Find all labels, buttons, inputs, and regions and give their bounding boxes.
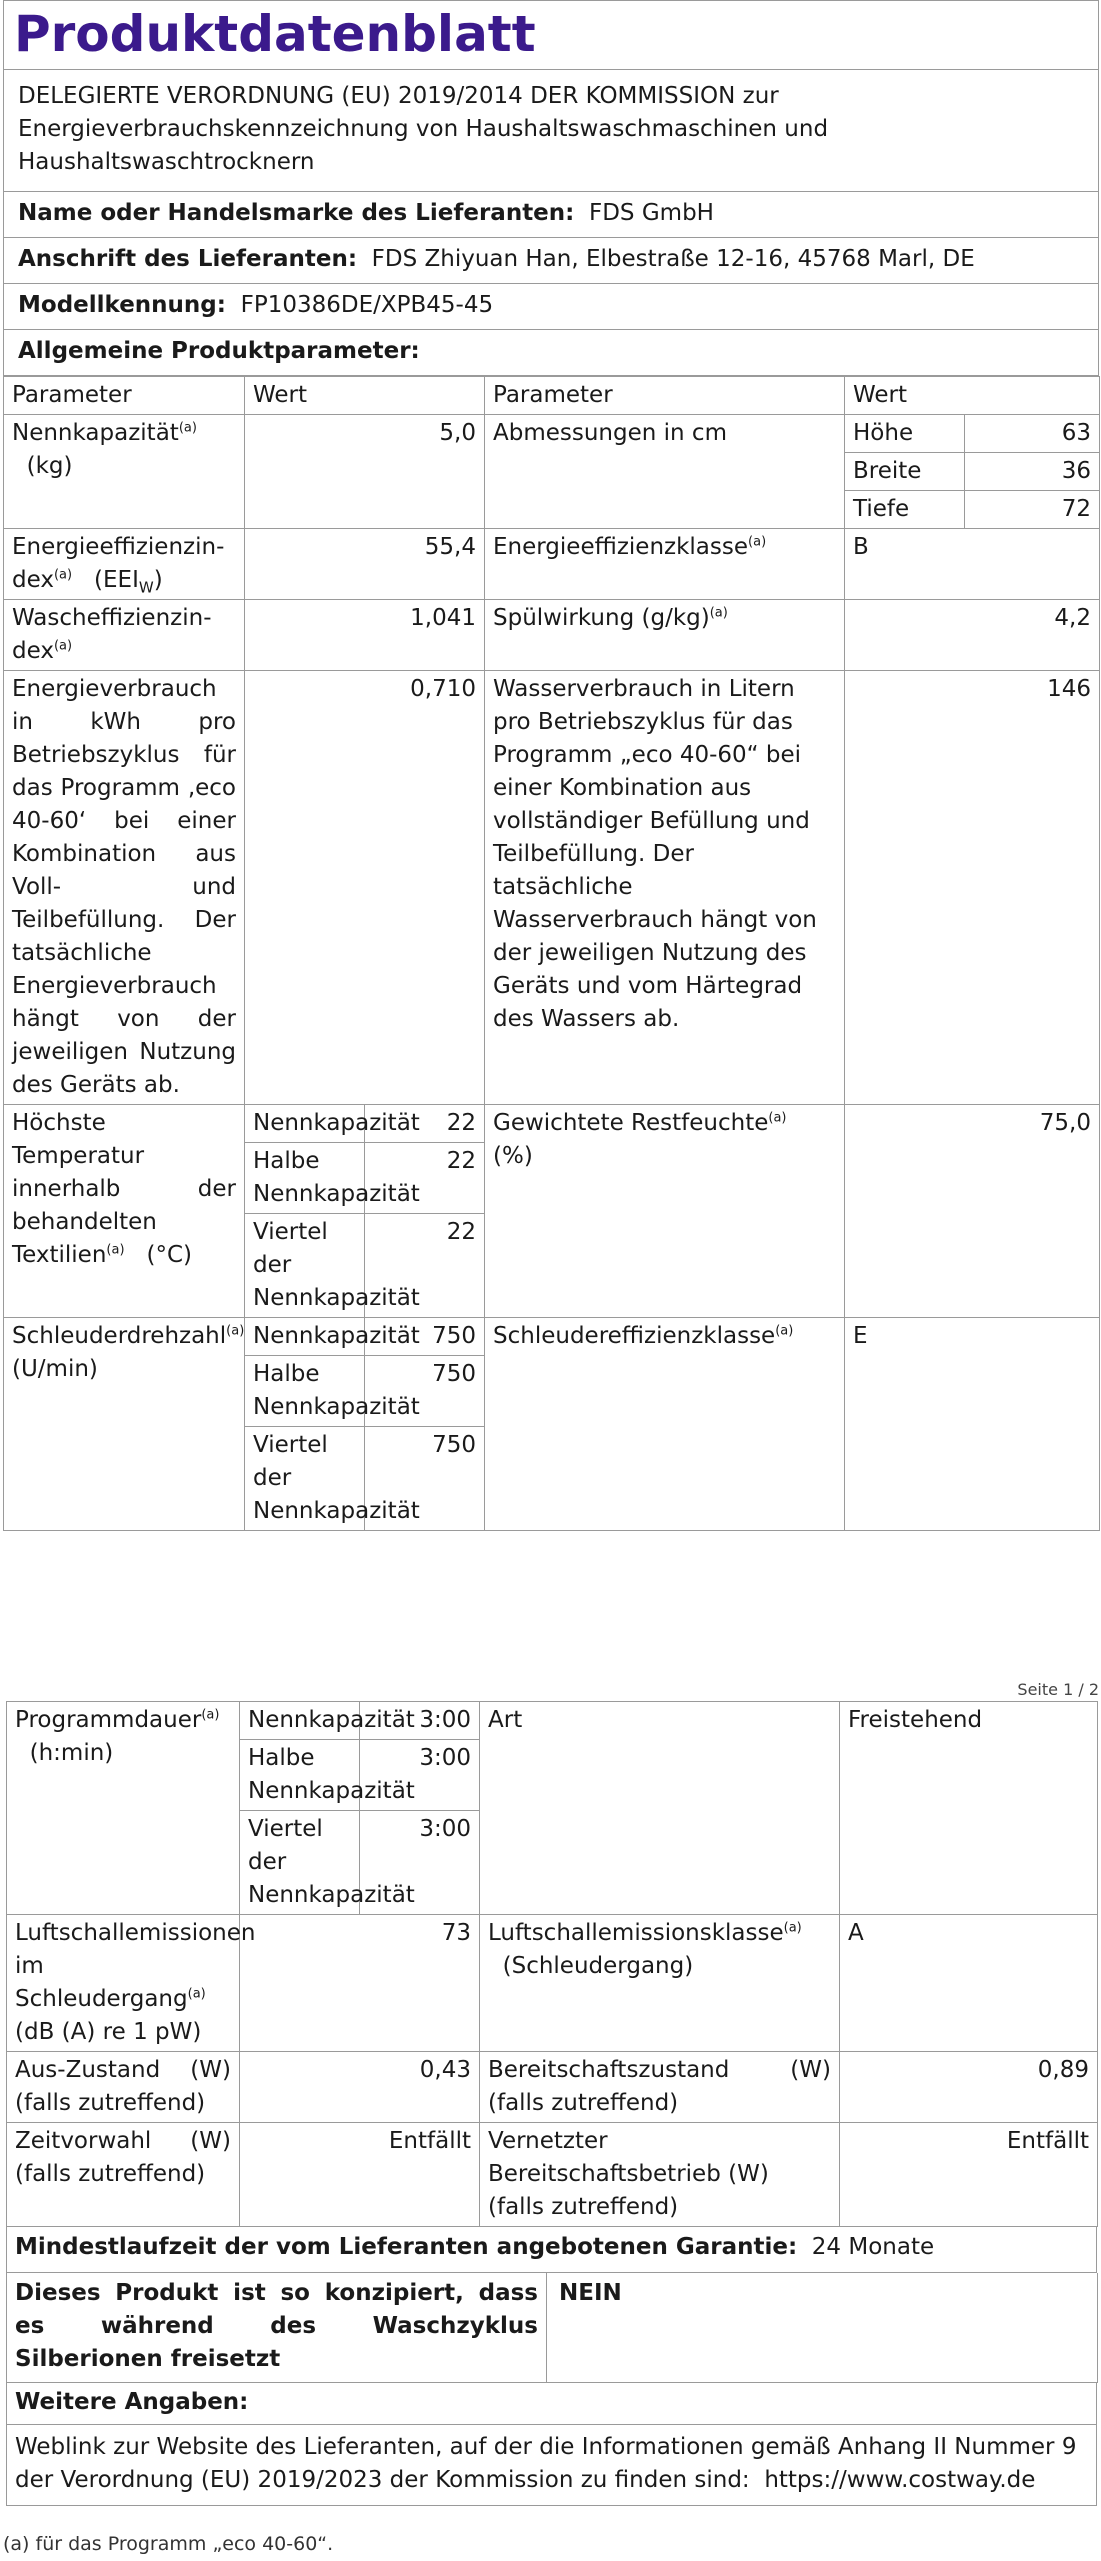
rinse-value: 4,2 bbox=[845, 600, 1100, 671]
header-value: Wert bbox=[245, 377, 485, 415]
spin-class-value: E bbox=[845, 1318, 1100, 1531]
noise-class-value: A bbox=[840, 1915, 1098, 2052]
load-half-label: Halbe Nennkapazität bbox=[245, 1356, 365, 1427]
off-mode-label: Aus-Zustand (W) (falls zutreffend) bbox=[7, 2052, 240, 2123]
networked-standby-label: Vernetzter Bereitschaftsbetrieb (W) (falls zutreffend) bbox=[480, 2123, 840, 2227]
dimensions-label: Abmessungen in cm bbox=[485, 415, 845, 529]
further-info-label: Weitere Angaben: bbox=[15, 2389, 249, 2415]
general-params-row bbox=[3, 330, 1099, 376]
footnote: (a) für das Programm „eco 40-60“. bbox=[3, 2533, 334, 2555]
temp-quarter-value: 22 bbox=[365, 1214, 485, 1318]
supplier-address-label: Anschrift des Lieferanten: bbox=[18, 246, 358, 272]
duration-quarter-value: 3:00 bbox=[360, 1811, 480, 1915]
warranty-value: 24 Monate bbox=[811, 2234, 935, 2260]
noise-value: 73 bbox=[240, 1915, 480, 2052]
networked-standby-value: Entfällt bbox=[840, 2123, 1098, 2227]
capacity-value: 5,0 bbox=[245, 415, 485, 529]
temp-full-value: 22 bbox=[365, 1105, 485, 1143]
energy-class-label-cell: Energieeffizienzklasse$^{(a)}$ bbox=[485, 529, 845, 600]
load-half-label: Halbe Nennkapazität bbox=[240, 1740, 360, 1811]
weblink-text: Weblink zur Website des Lieferanten, auf der die Informationen gemäß Anhang II Nummer 9 der Verordnung (EU) 2019/2023 der Kommission zu finden sind: bbox=[15, 2434, 1077, 2493]
weblink-url[interactable]: https://www.costway.de bbox=[764, 2467, 1036, 2493]
type-label: Art bbox=[480, 1702, 840, 1915]
regulation-line-1: DELEGIERTE VERORDNUNG (EU) 2019/2014 DER KOMMISSION zur bbox=[18, 83, 779, 109]
load-full-label: Nennkapazität bbox=[240, 1702, 360, 1740]
header-parameter-2: Parameter bbox=[485, 377, 845, 415]
load-quarter-label: Viertel der Nennkapazität bbox=[245, 1214, 365, 1318]
depth-label: Tiefe bbox=[845, 491, 965, 529]
table-row bbox=[4, 1105, 1100, 1143]
duration-full-value: 3:00 bbox=[360, 1702, 480, 1740]
capacity-label-cell: Nennkapazität$^{(a)}$ (kg) bbox=[4, 415, 245, 529]
energy-class-value: B bbox=[845, 529, 1100, 600]
silver-ion-table bbox=[6, 2273, 1098, 2383]
load-quarter-label: Viertel der Nennkapazität bbox=[245, 1427, 365, 1531]
silver-ion-label: Dieses Produkt ist so konzipiert, dass es während des Waschzyklus Silberionen freisetzt bbox=[7, 2273, 547, 2383]
load-quarter-label: Viertel der Nennkapazität bbox=[240, 1811, 360, 1915]
datasheet-page-1 bbox=[3, 0, 1099, 1531]
moisture-value: 75,0 bbox=[845, 1105, 1100, 1318]
supplier-name-row bbox=[3, 192, 1099, 238]
eei-label-cell: Energieeffizienzin- dex$^{(a)}$ $(EEI_W)$ bbox=[4, 529, 245, 600]
table-header-row bbox=[4, 377, 1100, 415]
rinse-label-cell: Spülwirkung $(g/kg)^{(a)}$ bbox=[485, 600, 845, 671]
standby-value: 0,89 bbox=[840, 2052, 1098, 2123]
width-value: 36 bbox=[965, 453, 1100, 491]
energy-consumption-label: Energieverbrauch in kWh pro Betriebszyklus für das Programm ‚eco 40-60‘ bei einer Kombination aus Voll- und Teilbefüllung. Der tatsächliche Energieverbrauch hängt von der jeweiligen Nutzung des Geräts ab. bbox=[4, 671, 245, 1105]
table-row bbox=[7, 1702, 1098, 1740]
further-info-row bbox=[6, 2383, 1097, 2425]
water-consumption-label: Wasserverbrauch in Litern pro Betriebszyklus für das Programm „eco 40-60“ bei einer Kombination aus vollständiger Befüllung und Teilbefüllung. Der tatsächliche Wasserverbrauch hängt von der jeweiligen Nutzung des Geräts und vom Härtegrad des Wassers ab. bbox=[485, 671, 845, 1105]
wash-index-label-cell: Wascheffizienzin- dex$^{(a)}$ bbox=[4, 600, 245, 671]
width-label: Breite bbox=[845, 453, 965, 491]
warranty-label: Mindestlaufzeit der vom Lieferanten angebotenen Garantie: bbox=[15, 2234, 798, 2260]
duration-half-value: 3:00 bbox=[360, 1740, 480, 1811]
supplier-address-row bbox=[3, 238, 1099, 284]
supplier-name-label: Name oder Handelsmarke des Lieferanten: bbox=[18, 200, 575, 226]
regulation-line-2: Energieverbrauchskennzeichnung von Haushaltswaschmaschinen und Haushaltswaschtrocknern bbox=[18, 116, 829, 175]
header-value-2: Wert bbox=[845, 377, 1100, 415]
header-parameter: Parameter bbox=[4, 377, 245, 415]
warranty-row bbox=[6, 2227, 1097, 2273]
spin-speed-label-cell: Schleuderdrehzahl$^{(a)}$ (U/min) bbox=[4, 1318, 245, 1531]
table-row bbox=[4, 671, 1100, 1105]
moisture-label-cell: Gewichtete Restfeuchte$^{(a)}$ (%) bbox=[485, 1105, 845, 1318]
weblink-row bbox=[6, 2425, 1097, 2506]
delay-start-label: Zeitvorwahl (W) (falls zutreffend) bbox=[7, 2123, 240, 2227]
spin-class-label-cell: Schleudereffizienzklasse$^{(a)}$ bbox=[485, 1318, 845, 1531]
depth-value: 72 bbox=[965, 491, 1100, 529]
table-row bbox=[7, 2273, 1098, 2383]
spin-quarter-value: 750 bbox=[365, 1427, 485, 1531]
height-value: 63 bbox=[965, 415, 1100, 453]
load-half-label: Halbe Nennkapazität bbox=[245, 1143, 365, 1214]
page-title: Produktdatenblatt bbox=[3, 0, 1099, 70]
noise-label-cell: Luftschallemissionen im Schleudergang$^{(a)}$ (dB (A) re 1 pW) bbox=[7, 1915, 240, 2052]
table-row bbox=[7, 2123, 1098, 2227]
supplier-address-value: FDS Zhiyuan Han, Elbestraße 12-16, 45768 Marl, DE bbox=[371, 246, 975, 272]
load-full-label: Nennkapazität bbox=[245, 1318, 365, 1356]
model-label: Modellkennung: bbox=[18, 292, 226, 318]
table-row bbox=[7, 1915, 1098, 2052]
wash-index-value: 1,041 bbox=[245, 600, 485, 671]
eei-value: 55,4 bbox=[245, 529, 485, 600]
standby-label: Bereitschaftszustand (W) (falls zutreffend) bbox=[480, 2052, 840, 2123]
table-row bbox=[4, 600, 1100, 671]
temp-half-value: 22 bbox=[365, 1143, 485, 1214]
page-number: Seite 1 / 2 bbox=[1017, 1680, 1099, 1699]
height-label: Höhe bbox=[845, 415, 965, 453]
spin-half-value: 750 bbox=[365, 1356, 485, 1427]
silver-ion-value: NEIN bbox=[547, 2273, 1098, 2383]
model-value: FP10386DE/XPB45-45 bbox=[240, 292, 494, 318]
regulation-text bbox=[3, 70, 1099, 192]
spin-full-value: 750 bbox=[365, 1318, 485, 1356]
delay-start-value: Entfällt bbox=[240, 2123, 480, 2227]
energy-consumption-value: 0,710 bbox=[245, 671, 485, 1105]
table-row bbox=[7, 2052, 1098, 2123]
load-full-label: Nennkapazität bbox=[245, 1105, 365, 1143]
water-consumption-value: 146 bbox=[845, 671, 1100, 1105]
parameter-table-2 bbox=[6, 1701, 1098, 2227]
type-value: Freistehend bbox=[840, 1702, 1098, 1915]
datasheet-page-2 bbox=[6, 1701, 1097, 2506]
off-mode-value: 0,43 bbox=[240, 2052, 480, 2123]
model-row bbox=[3, 284, 1099, 330]
max-temperature-label-cell: Höchste Temperatur innerhalb der behandelten Textilien$^{(a)}$ (°C) bbox=[4, 1105, 245, 1318]
duration-label-cell: Programmdauer$^{(a)}$ (h:min) bbox=[7, 1702, 240, 1915]
general-params-label: Allgemeine Produktparameter: bbox=[18, 338, 420, 364]
table-row bbox=[4, 415, 1100, 453]
parameter-table bbox=[3, 376, 1100, 1531]
table-row bbox=[4, 1318, 1100, 1356]
noise-class-label-cell: Luftschallemissionsklasse$^{(a)}$ (Schleudergang) bbox=[480, 1915, 840, 2052]
supplier-name-value: FDS GmbH bbox=[588, 200, 714, 226]
table-row bbox=[4, 529, 1100, 600]
